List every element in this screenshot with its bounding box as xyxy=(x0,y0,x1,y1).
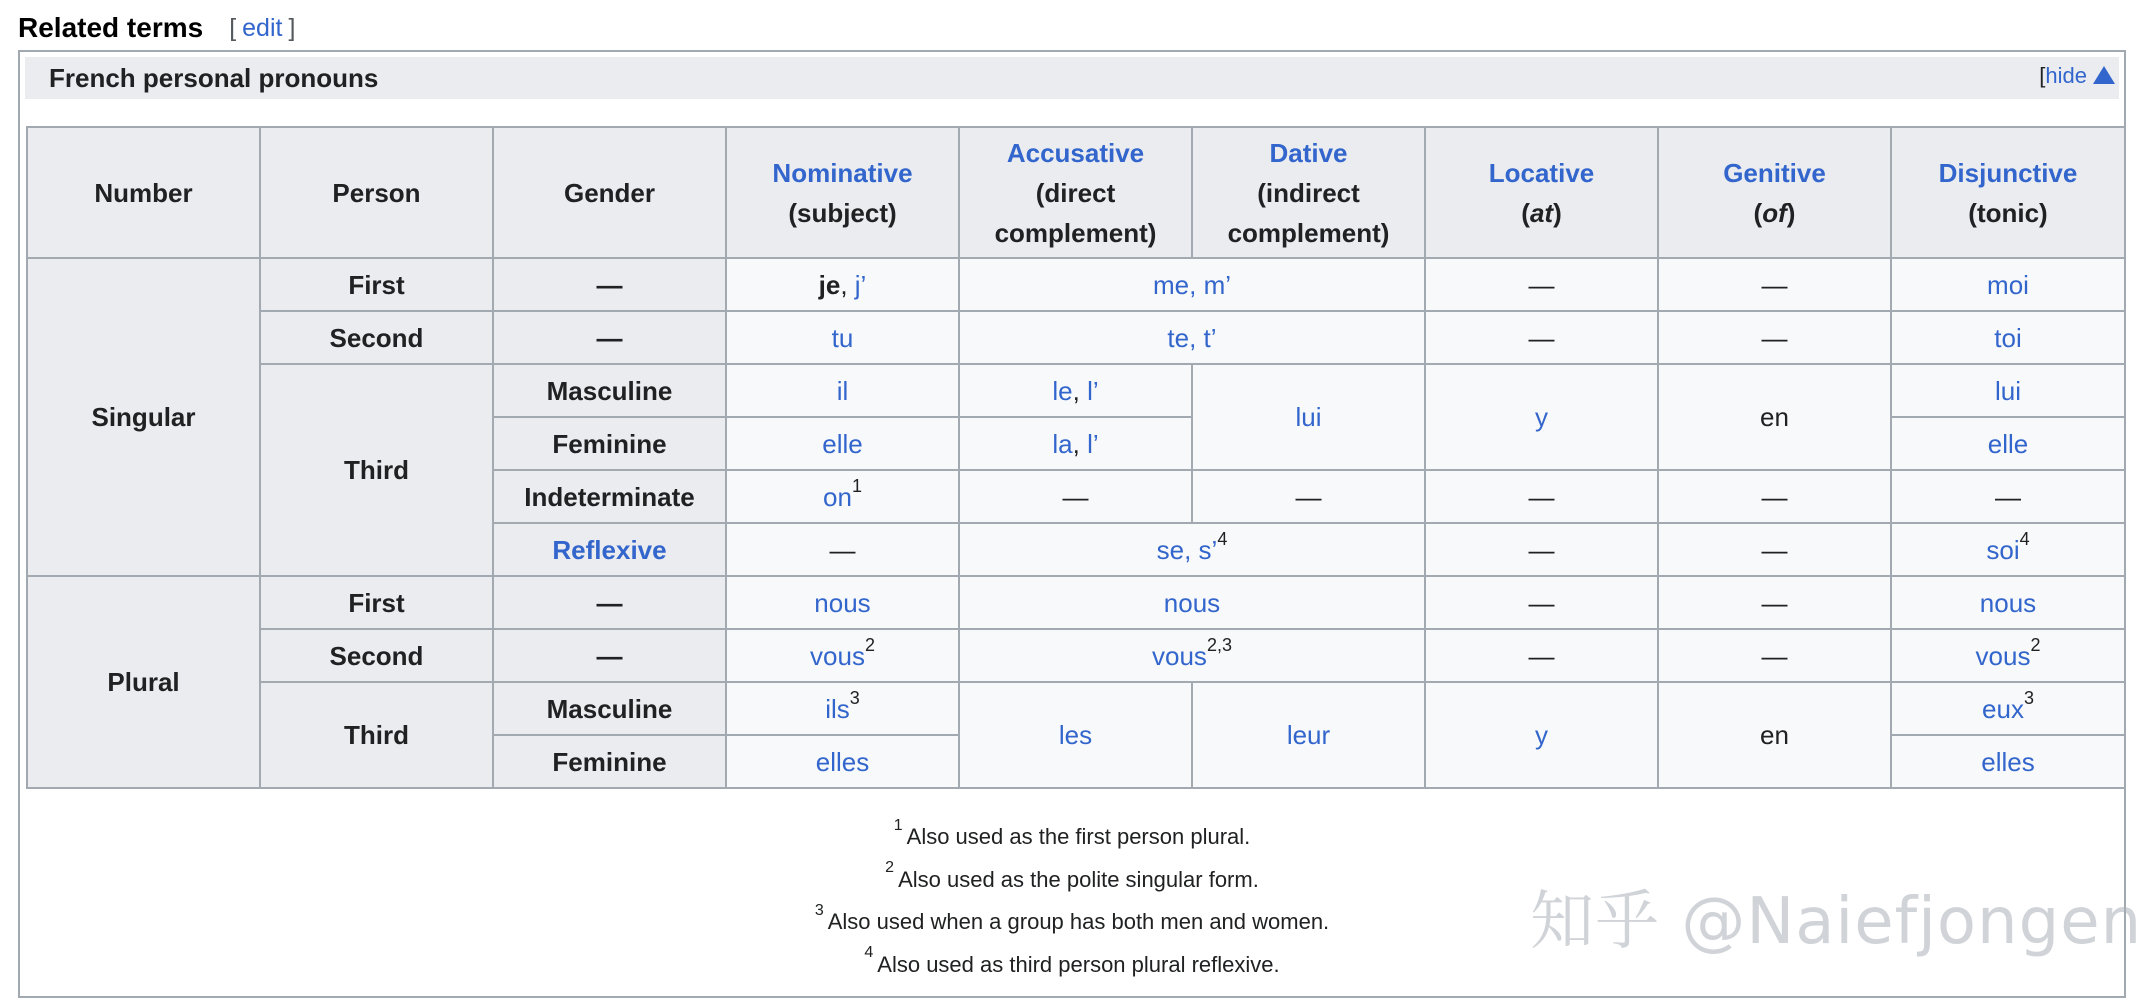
dative-sub1: (indirect xyxy=(1257,177,1360,208)
footnote-ref: 1 xyxy=(851,475,862,496)
gender-dash xyxy=(493,576,726,629)
footnote-text: Also used as the polite singular form. xyxy=(898,866,1259,892)
genitive-sub: of xyxy=(1762,197,1787,228)
cell-p3m-dis xyxy=(1891,682,2125,735)
table-row xyxy=(27,682,2125,735)
table-row xyxy=(27,629,2125,682)
cell-s3f-acc xyxy=(959,417,1192,470)
cell-s1-loc: — xyxy=(1425,258,1658,311)
navbox-title-bar xyxy=(25,57,2119,99)
cell-s2-nom xyxy=(726,311,959,364)
cell-refl-acc-dat xyxy=(959,523,1425,576)
tu-link[interactable]: tu xyxy=(831,322,854,353)
header-disjunctive xyxy=(1891,127,2125,258)
gender-reflexive xyxy=(493,523,726,576)
gender-dash xyxy=(493,629,726,682)
genitive-link[interactable]: Genitive xyxy=(1723,157,1826,188)
footnote-1 xyxy=(20,816,2124,859)
cell-refl-nom: — xyxy=(726,523,959,576)
person-second: Second xyxy=(260,311,493,364)
cell-s3m-nom xyxy=(726,364,959,417)
footnote-number: 1 xyxy=(893,816,903,834)
header-genitive xyxy=(1658,127,1891,258)
cell-p3f-dis xyxy=(1891,735,2125,788)
lui-link[interactable]: lui xyxy=(1295,402,1322,432)
footnote-number: 3 xyxy=(814,901,824,919)
cell-refl-dis xyxy=(1891,523,2125,576)
vous-link[interactable]: vous xyxy=(810,640,865,671)
cell-refl-loc: — xyxy=(1425,523,1658,576)
dative-sub2: complement) xyxy=(1227,217,1390,248)
table-row xyxy=(27,576,2125,629)
nominative-sub: (subject) xyxy=(788,197,897,228)
comma: , xyxy=(1072,428,1088,459)
genitive-paren-open: ( xyxy=(1753,197,1763,228)
footnote-ref: 2 xyxy=(2030,634,2041,655)
header-dative xyxy=(1192,127,1425,258)
pronoun-table xyxy=(26,126,2126,789)
cell-s3i-nom xyxy=(726,470,959,523)
cell-p2-dis xyxy=(1891,629,2125,682)
accusative-link[interactable]: Accusative xyxy=(1006,137,1145,168)
te-link[interactable]: te, t’ xyxy=(1167,322,1217,353)
header-nominative xyxy=(726,127,959,258)
soi-link[interactable]: soi xyxy=(1986,534,2020,565)
cell-s3i-acc: — xyxy=(959,470,1192,523)
moi-link[interactable]: moi xyxy=(1987,269,2029,300)
cell-s3-gen: en xyxy=(1658,364,1891,470)
se-link[interactable]: se, s’ xyxy=(1156,534,1218,565)
cell-s2-dis xyxy=(1891,311,2125,364)
cell-s1-gen: — xyxy=(1658,258,1891,311)
triangle-up-icon[interactable] xyxy=(2093,66,2115,84)
cell-s2-loc: — xyxy=(1425,311,1658,364)
person-third: Third xyxy=(260,364,493,576)
footnote-ref: 4 xyxy=(2019,528,2030,549)
cell-p1-acc-dat xyxy=(959,576,1425,629)
disjunctive-sub: (tonic) xyxy=(1968,197,2048,228)
cell-p2-gen: — xyxy=(1658,629,1891,682)
cell-s3i-dis: — xyxy=(1891,470,2125,523)
cell-p3-gen: en xyxy=(1658,682,1891,788)
l-link[interactable]: l’ xyxy=(1087,375,1099,406)
cell-s2-gen: — xyxy=(1658,311,1891,364)
ils-link[interactable]: ils xyxy=(825,693,850,724)
dash: — xyxy=(596,587,623,618)
accusative-sub2: complement) xyxy=(994,217,1157,248)
accusative-sub1: (direct xyxy=(1035,177,1116,208)
cell-p2-loc: — xyxy=(1425,629,1658,682)
eux-link[interactable]: eux xyxy=(1982,693,2024,724)
header-locative xyxy=(1425,127,1658,258)
person-first: First xyxy=(260,576,493,629)
cell-p2-acc-dat xyxy=(959,629,1425,682)
dative-link[interactable]: Dative xyxy=(1269,137,1348,168)
cell-p2-nom xyxy=(726,629,959,682)
footnote-number: 2 xyxy=(885,859,895,877)
cell-s3i-gen: — xyxy=(1658,470,1891,523)
header-row xyxy=(27,127,2125,258)
cell-s1-dis xyxy=(1891,258,2125,311)
dash: — xyxy=(596,269,623,300)
les-link[interactable]: les xyxy=(1058,720,1093,750)
vous-acc-link[interactable]: vous xyxy=(1152,640,1207,671)
edit-bracket-open: [ xyxy=(229,13,237,42)
locative-link[interactable]: Locative xyxy=(1488,157,1595,188)
cell-p3-acc xyxy=(959,682,1192,788)
number-plural: Plural xyxy=(27,576,260,788)
toi-link[interactable]: toi xyxy=(1994,322,2022,353)
footnote-ref: 4 xyxy=(1217,528,1228,549)
je-bold: je xyxy=(818,269,841,300)
cell-s3i-loc: — xyxy=(1425,470,1658,523)
l-fem-link[interactable]: l’ xyxy=(1087,428,1099,459)
locative-paren-open: ( xyxy=(1521,197,1530,228)
hide-bracket: [ xyxy=(2039,63,2046,88)
comma: , xyxy=(1072,375,1088,406)
footnote-text: Also used as third person plural reflexive. xyxy=(877,951,1280,977)
locative-sub: at xyxy=(1529,197,1554,228)
reflexive-link[interactable]: Reflexive xyxy=(552,534,667,565)
nous-acc-link[interactable]: nous xyxy=(1163,587,1221,618)
gender-dash xyxy=(493,311,726,364)
disjunctive-link[interactable]: Disjunctive xyxy=(1938,157,2078,188)
cell-s3m-acc xyxy=(959,364,1192,417)
gender-feminine: Feminine xyxy=(493,735,726,788)
gender-feminine: Feminine xyxy=(493,417,726,470)
footnote-text: Also used as the first person plural. xyxy=(906,824,1251,849)
gender-indeterminate: Indeterminate xyxy=(493,470,726,523)
gender-dash xyxy=(493,258,726,311)
j-link[interactable]: j’ xyxy=(854,269,867,300)
y-link[interactable]: y xyxy=(1535,402,1548,432)
nous-link[interactable]: nous xyxy=(814,587,871,618)
footnote-ref: 3 xyxy=(849,687,860,708)
nominative-link[interactable]: Nominative xyxy=(772,157,913,188)
cell-s1-nom xyxy=(726,258,959,311)
cell-s3-loc xyxy=(1425,364,1658,470)
number-singular: Singular xyxy=(27,258,260,576)
cell-s3i-dat: — xyxy=(1192,470,1425,523)
person-second: Second xyxy=(260,629,493,682)
edit-bracket-close: ] xyxy=(288,13,296,42)
cell-p3m-nom xyxy=(726,682,959,735)
lui-dis-link[interactable]: lui xyxy=(1994,375,2021,406)
hide-toggle xyxy=(2039,63,2115,89)
cell-s3f-nom xyxy=(726,417,959,470)
locative-paren-close: ) xyxy=(1553,197,1562,228)
cell-refl-gen: — xyxy=(1658,523,1891,576)
footnote-ref: 2 xyxy=(864,634,875,655)
footnote-number: 4 xyxy=(864,944,874,962)
cell-s3f-dis xyxy=(1891,417,2125,470)
dash: — xyxy=(596,640,623,671)
header-accusative xyxy=(959,127,1192,258)
elles-link[interactable]: elles xyxy=(815,746,870,777)
cell-p3-dat xyxy=(1192,682,1425,788)
cell-p1-nom xyxy=(726,576,959,629)
table-row xyxy=(27,364,2125,417)
navbox xyxy=(18,50,2126,998)
cell-p3-loc xyxy=(1425,682,1658,788)
person-third: Third xyxy=(260,682,493,788)
watermark: 知乎 @Naiefjongen xyxy=(1530,885,2143,959)
edit-section xyxy=(229,14,295,43)
footnote-ref: 3 xyxy=(2023,687,2034,708)
elles-dis-link[interactable]: elles xyxy=(1981,746,2035,777)
gender-masculine: Masculine xyxy=(493,364,726,417)
header-number: Number xyxy=(27,127,260,258)
edit-link[interactable]: edit xyxy=(242,13,283,42)
il-link[interactable]: il xyxy=(836,375,849,406)
comma: , xyxy=(840,269,855,300)
cell-p3f-nom xyxy=(726,735,959,788)
navbox-title: French personal pronouns xyxy=(49,62,379,93)
y-plural-link[interactable]: y xyxy=(1535,720,1548,750)
leur-link[interactable]: leur xyxy=(1286,720,1331,750)
le-link[interactable]: le xyxy=(1052,375,1073,406)
la-link[interactable]: la xyxy=(1052,428,1073,459)
cell-s3-dat xyxy=(1192,364,1425,470)
gender-masculine: Masculine xyxy=(493,682,726,735)
cell-p1-dis xyxy=(1891,576,2125,629)
dash: — xyxy=(596,322,623,353)
cell-p1-loc: — xyxy=(1425,576,1658,629)
cell-s1-acc-dat xyxy=(959,258,1425,311)
section-title: Related terms xyxy=(18,12,204,43)
cell-s2-acc-dat xyxy=(959,311,1425,364)
header-gender: Gender xyxy=(493,127,726,258)
cell-p1-gen: — xyxy=(1658,576,1891,629)
nous-dis-link[interactable]: nous xyxy=(1979,587,2037,618)
cell-s3m-dis xyxy=(1891,364,2125,417)
elle-link[interactable]: elle xyxy=(822,428,863,459)
header-person: Person xyxy=(260,127,493,258)
elle-dis-link[interactable]: elle xyxy=(1987,428,2029,459)
person-first: First xyxy=(260,258,493,311)
table-row xyxy=(27,258,2125,311)
section-heading xyxy=(18,8,295,48)
me-link[interactable]: me, m’ xyxy=(1153,269,1231,300)
on-link[interactable]: on xyxy=(823,481,852,512)
footnote-text: Also used when a group has both men and women. xyxy=(827,909,1330,934)
table-row xyxy=(27,311,2125,364)
genitive-paren-close: ) xyxy=(1786,197,1796,228)
footnote-ref: 2,3 xyxy=(1206,634,1232,655)
hide-link[interactable]: hide xyxy=(2045,63,2087,88)
vous-dis-link[interactable]: vous xyxy=(1975,640,2031,671)
